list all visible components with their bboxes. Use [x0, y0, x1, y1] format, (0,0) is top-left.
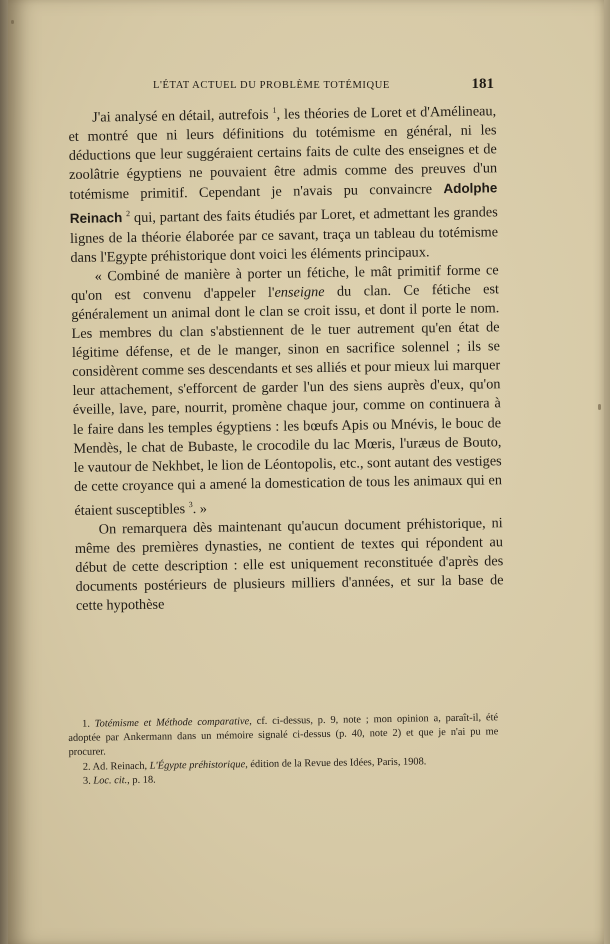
footnotes: [68, 711, 499, 789]
footnote-ref-2: 2: [126, 209, 131, 219]
footnote-1: [68, 711, 499, 760]
quote-part-c: . »: [192, 500, 208, 517]
page-number: 181: [471, 76, 494, 92]
footnote-2-number: 2. Ad. Reinach,: [82, 760, 150, 773]
footnote-3-title: Loc. cit.: [93, 774, 128, 787]
paragraph-1-part-c: qui, partant des faits étudiés par Loret, et admettant les grandes lignes de la théorie élaborée par ce savant, traça un tableau du totémisme dans l'Egypte préhistorique dont voici les éléments principaux.: [69, 204, 499, 266]
footnote-1-number: 1.: [82, 718, 95, 730]
footnote-1-text: , cf. ci-dessus, p. 9, note ; mon opinion a, paraît-il, été adoptée par Ankermann dans un mémoire signalé ci-dessus (p. 40, note 2) et que je n'ai pu me procurer.: [68, 712, 499, 759]
footnote-2-text: , édition de la Revue des Idées, Paris, 1908.: [245, 755, 427, 770]
footnote-ref-1: 1: [272, 105, 277, 115]
quote-part-b: du clan. Ce fétiche est généralement un animal dont le clan se croit issu, et dont il porte le nom. Les membres du clan s'abstiennent de le tuer autrement qu'en état de légitime défense, et de le manger, sinon en sacrifice solennel ; ils se considèrent comme ses descendants et ses alliés et pour mieux lui marquer leur attachement, s'efforcent de garder l'un des siens auprès d'eux, qu'on éveille, lave, pare, nourrit, promène chaque jour, comme on continuera à le faire dans les temples égyptiens : les bœufs Apis ou Mnévis, le bouc de Mendès, le chat de Bubaste, le crocodile du lac Mœris, l'uræus de Bouto, le vautour de Nekhbet, le lion de Léontopolis, etc., sont autant des vestiges de cette croyance qui a amené la domestication de tous les animaux qui en étaient susceptibles: [71, 281, 503, 519]
footnote-3-text: , p. 18.: [127, 774, 156, 786]
paper-speck: [11, 20, 14, 24]
footnote-1-title: Totémisme et Méthode comparative: [94, 716, 250, 730]
paragraph-3: On remarquera dès maintenant qu'aucun document préhistorique, ni même des premières dynasties, ne contient de textes qui répondent au début de cette description : elle est uniquement reconstituée d'après des documents postérieurs de plusieurs milliers d'années, et sur la base de cette hypothèse: [74, 515, 504, 615]
paragraph-1-part-a: J'ai analysé en détail, autrefois: [92, 106, 273, 126]
footnote-ref-3: 3: [188, 499, 193, 510]
quote-part-a: « Combiné de manière à porter un fétiche, le mât primitif forme ce qu'on est convenu d'appeler l': [70, 262, 499, 304]
quote-paragraph: [71, 261, 503, 521]
footnote-2-title: L'Égypte préhistorique: [149, 758, 246, 772]
paper-speck: [598, 404, 601, 410]
author-name: Adolphe Reinach: [69, 180, 498, 227]
paragraph-1: [68, 97, 499, 267]
running-title: L'ÉTAT ACTUEL DU PROBLÈME TOTÉMIQUE: [153, 80, 390, 91]
quote-emphasis: enseigne: [274, 283, 325, 301]
paragraph-1-part-b: , les théories de Loret et d'Amélineau, et montré que ni leurs définitions du totémisme en général, ni les déductions que leur suggéraient certains faits de culte des enseignes et de zoolâtrie égyptiens ne pouvaient être admis comme des preuves d'un totémisme primitif. Cependant je n'avais pu convaincre: [68, 103, 498, 204]
book-page: [8, 0, 604, 944]
footnote-3-number: 3.: [82, 775, 94, 787]
body-text: [68, 97, 504, 616]
